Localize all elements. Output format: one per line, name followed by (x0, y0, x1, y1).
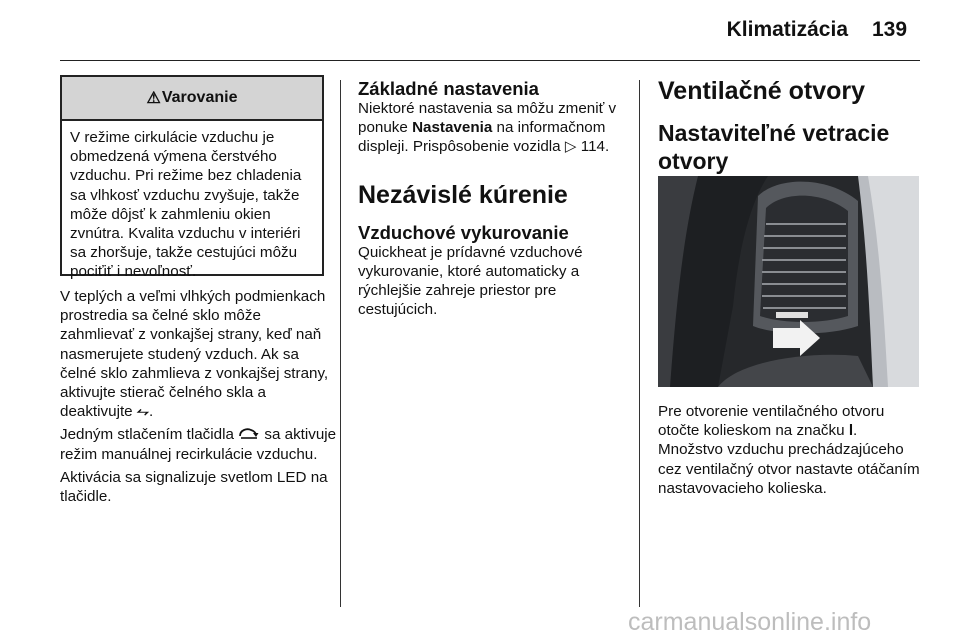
page-reference: 114. (580, 138, 610, 156)
paragraph-led: Aktivácia sa signalizuje svetlom LED na tlačidle. (60, 468, 328, 506)
heading-air-heating: Vzduchové vykurovanie (358, 221, 569, 243)
paragraph-settings-text-b: na informačnom displeji. Prispôsobenie vozidla (358, 119, 606, 156)
section-title: Klimatizácia (726, 18, 848, 41)
warning-box (60, 75, 324, 281)
warning-text: V režime cirkulácie vzduchu je obmedzená výmena čerstvého vzduchu. Pri režime bez chladenia sa vlhkosť vzduchu zvyšuje, takže môže dôjsť k zahmleniu okien zvnútra. Kvalita vzduchu v interiéri sa zhoršuje, takže cestujúci môžu pociťiť i nevoľnosť. (70, 129, 302, 281)
column-divider-2 (639, 80, 640, 607)
warning-title: Varovanie (161, 89, 238, 106)
wiper-off-icon: ⥊ (136, 403, 149, 421)
open-mark: l (848, 422, 854, 440)
header-divider (60, 60, 920, 61)
paragraph-recirculation (60, 425, 338, 463)
paragraph-recirculation-text-b: sa aktivuje režim manuálnej recirkulácie vzduchu. (60, 426, 337, 463)
column-3-header (658, 76, 920, 175)
heading-basic-settings: Základné nastavenia (358, 78, 539, 99)
heading-vents: Ventilačné otvory (658, 77, 866, 105)
paragraph-fogging-text: V teplých a veľmi vlhkých podmienkach prostredia sa čelné sklo môže zahmlievať z vonkajšej strany, keď naň nasmerujete studený vzduch. Ak sa čelné sklo zahmlieva z vonkajšej strany, aktivujte stierač čelného skla a deaktivujte (60, 288, 329, 421)
paragraph-recirculation-text-a: Jedným stlačením tlačidla (60, 426, 234, 444)
paragraph-settings (358, 99, 636, 157)
column-1-body (60, 287, 338, 506)
air-recirculation-icon (238, 426, 260, 443)
page-number: 139 (872, 18, 908, 41)
watermark: carmanualsonline.info (628, 608, 872, 636)
column-2-body (358, 78, 636, 319)
paragraph-vent-instructions (658, 402, 920, 498)
air-vent-illustration (658, 176, 919, 387)
paragraph-fogging: V teplých a veľmi vlhkých podmienkach prostredia sa čelné sklo môže zahmlievať z vonkajšej strany, keď naň nasmerujete studený vzduch. Ak sa čelné sklo zahmlieva z vonkajšej strany, aktivujte stierač čelného skla a deaktivujte ⥊. (60, 288, 329, 421)
paragraph-vent-text-b: . Množstvo vzduchu prechádzajúceho cez ventilačný otvor nastavte otáčaním nastavovacieho kolieska. (658, 422, 920, 497)
column-divider-1 (340, 80, 341, 607)
paragraph-settings-text-a: Niektoré nastavenia sa môžu zmeniť v ponuke (358, 100, 617, 137)
column-3-body (658, 402, 920, 498)
paragraph-vent-text-a: Pre otvorenie ventilačného otvoru otočte kolieskom na značku (658, 403, 885, 440)
settings-menu-label: Nastavenia (412, 119, 493, 137)
page-reference-arrow-icon: ▷ (564, 138, 577, 156)
warning-triangle-icon: ⚠ (146, 90, 161, 107)
heading-independent-heating: Nezávislé kúrenie (358, 180, 568, 209)
heading-adjustable-vents: Nastaviteľné vetracie otvory (658, 120, 890, 174)
warning-header (62, 77, 322, 121)
paragraph-quickheat: Quickheat je prídavné vzduchové vykurovanie, ktoré automaticky a rýchlejšie zahreje priestor pre cestujúcich. (358, 243, 583, 319)
